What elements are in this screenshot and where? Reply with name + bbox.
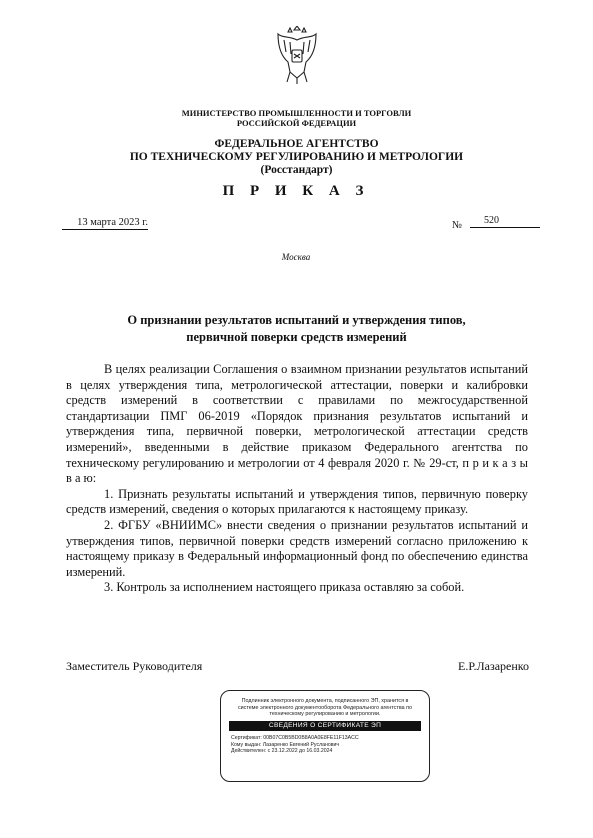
signatory-name: Е.Р.Лазаренко [457,659,529,673]
body-paragraph: В целях реализации Соглашения о взаимном признании результатов испытаний в целях утверждения типа, метрологической аттестации, поверки и калибровки средств измерений в соответствии с правилами по межгосударственной стандартизации ПМГ 06-2019 «Порядок признания результатов испытаний и утверждения типа, первичной поверки, метрологической аттестации средств измерений», введенными в действие приказом Федерального агентства по техническому регулированию и метрологии от 4 февраля 2020 г. № 29-ст, п р и к а з ы в а ю: [66,362,528,486]
document-number: 520 [470,214,540,228]
ministry-line: РОССИЙСКОЙ ФЕДЕРАЦИИ [236,118,357,128]
body-paragraph: 2. ФГБУ «ВНИИМС» внести сведения о признании результатов испытаний и утверждения типов, первичной поверки средств измерений согласно приложению к настоящему приказу в Федеральный информационный фонд по обеспечению единства измерений. [66,517,528,579]
agency-name [100,138,493,177]
ministry-line: МИНИСТЕРСТВО ПРОМЫШЛЕННОСТИ И ТОРГОВЛИ [181,108,412,118]
number-label: № [452,220,463,231]
document-type: П Р И К А З [222,183,370,199]
title-line: О признании результатов испытаний и утверждения типов, [127,313,466,327]
body-paragraph: 1. Признать результаты испытаний и утверждения типов, первичную поверку средств измерений, сведения о которых прилагаются к настоящему приказу. [66,486,528,517]
agency-line: ПО ТЕХНИЧЕСКОМУ РЕГУЛИРОВАНИЮ И МЕТРОЛОГИИ [129,151,464,163]
agency-line: (Росстандарт) [260,164,333,176]
stamp-owner: Кому выдан: Лазаренко Евгений Русланович [231,741,340,748]
stamp-details [231,735,419,755]
signatory-title: Заместитель Руководителя [66,659,203,673]
document-date: 13 марта 2023 г. [62,216,148,230]
electronic-signature-stamp [220,690,430,782]
stamp-header-bar: СВЕДЕНИЯ О СЕРТИФИКАТЕ ЭП [229,721,421,731]
document-city: Москва [281,252,311,262]
body-paragraph: 3. Контроль за исполнением настоящего приказа оставляю за собой. [104,580,465,595]
stamp-note: Подлинник электронного документа, подписанного ЭП, хранится в системе электронного документооборота Федерального агентства по техническому регулированию и метрологии. [237,698,413,718]
agency-line: ФЕДЕРАЛЬНОЕ АГЕНТСТВО [214,138,379,150]
document-title [90,312,503,346]
ministry-name [120,108,473,128]
russian-coat-of-arms-icon [272,26,322,86]
title-line: первичной поверки средств измерений [186,330,407,344]
document-body [66,362,528,596]
stamp-validity: Действителен: с 23.12.2022 до 16.03.2024 [231,748,333,755]
stamp-certificate: Сертификат: 00B07C0B5BD0B8A0A0E8FE11F13ACC [231,734,359,741]
